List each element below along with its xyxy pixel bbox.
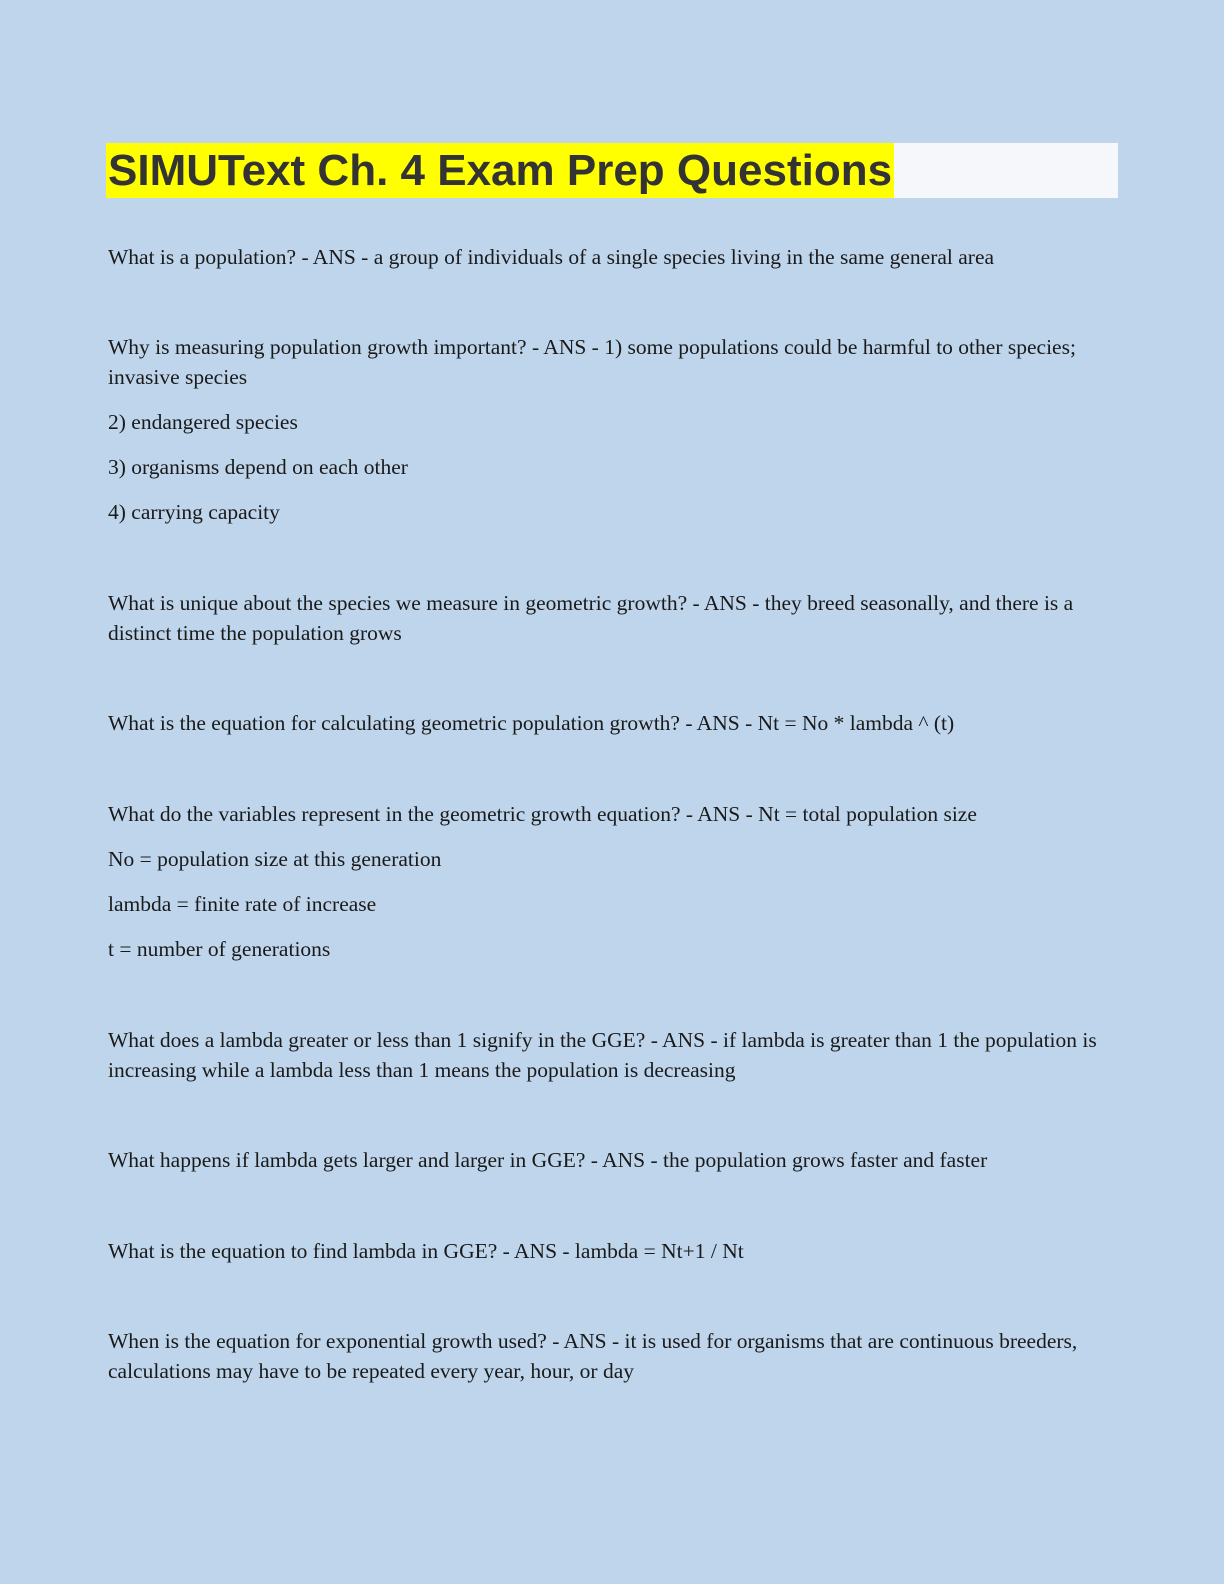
- qa-item: [108, 1236, 1120, 1266]
- qa-line: 4) carrying capacity: [108, 500, 280, 524]
- qa-line: Why is measuring population growth important? - ANS - 1) some populations could be harmful to other species; invasive species: [108, 335, 1076, 389]
- qa-line: When is the equation for exponential growth used? - ANS - it is used for organisms that are continuous breeders, calculations may have to be repeated every year, hour, or day: [108, 1329, 1078, 1383]
- document-title: SIMUText Ch. 4 Exam Prep Questions: [106, 143, 894, 198]
- qa-item: [108, 588, 1120, 648]
- qa-item: [108, 242, 1120, 272]
- qa-line: 2) endangered species: [108, 410, 298, 434]
- qa-line: What do the variables represent in the geometric growth equation? - ANS - Nt = total population size: [108, 802, 977, 826]
- qa-line: What is a population? - ANS - a group of individuals of a single species living in the same general area: [108, 245, 995, 269]
- qa-content: [108, 242, 1120, 1386]
- qa-item: [108, 332, 1120, 527]
- title-bar: [106, 143, 1118, 198]
- qa-item: [108, 708, 1120, 738]
- qa-line: What is unique about the species we measure in geometric growth? - ANS - they breed seasonally, and there is a distinct time the population grows: [108, 591, 1074, 645]
- qa-line: What happens if lambda gets larger and larger in GGE? - ANS - the population grows faster and faster: [108, 1148, 988, 1172]
- qa-item: [108, 1145, 1120, 1175]
- qa-line: What does a lambda greater or less than 1 signify in the GGE? - ANS - if lambda is greater than 1 the population is increasing while a lambda less than 1 means the population is decreasing: [108, 1028, 1097, 1082]
- qa-line: What is the equation to find lambda in GGE? - ANS - lambda = Nt+1 / Nt: [108, 1239, 744, 1263]
- qa-item: [108, 1326, 1120, 1386]
- qa-line: 3) organisms depend on each other: [108, 455, 408, 479]
- qa-line: What is the equation for calculating geometric population growth? - ANS - Nt = No * lambda ^ (t): [108, 711, 955, 735]
- qa-item: [108, 799, 1120, 964]
- qa-line: lambda = finite rate of increase: [108, 892, 377, 916]
- qa-line: No = population size at this generation: [108, 847, 442, 871]
- qa-item: [108, 1025, 1120, 1085]
- qa-line: t = number of generations: [108, 937, 331, 961]
- document-page: [108, 143, 1120, 1386]
